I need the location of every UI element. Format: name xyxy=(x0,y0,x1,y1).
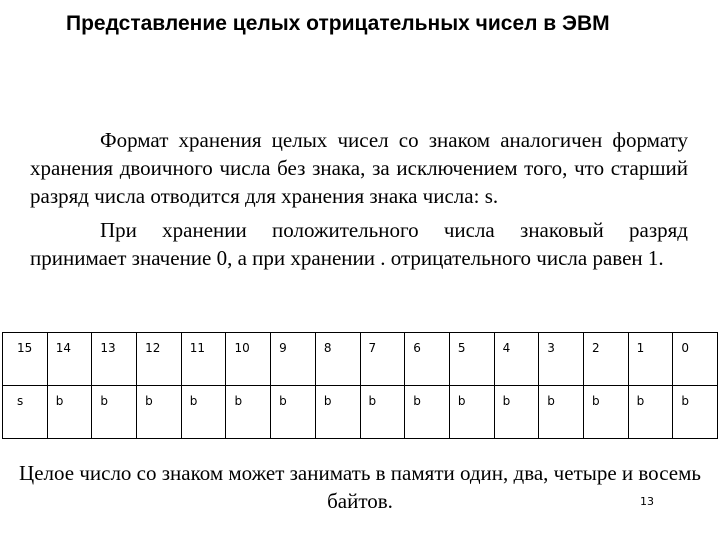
footer-text: Целое число со знаком может занимать в памяти один, два, четыре и восемь байтов. xyxy=(19,461,701,513)
paragraph-format: Формат хранения целых чисел со знаком аналогичен формату хранения двоичного числа без знака, за исключением того, что старший разряд числа отводится для хранения знака числа: s. xyxy=(30,128,688,208)
bit-layout-table xyxy=(2,332,718,439)
bit-value-cell: b xyxy=(137,386,182,439)
bit-position-cell: 15 xyxy=(3,333,48,386)
bit-value-cell: b xyxy=(494,386,539,439)
bit-value-cell: b xyxy=(226,386,271,439)
bit-position-row xyxy=(3,333,718,386)
bit-value-cell: b xyxy=(405,386,450,439)
bit-position-cell: 13 xyxy=(92,333,137,386)
bit-value-cell: b xyxy=(583,386,628,439)
bit-value-cell: b xyxy=(47,386,92,439)
page-number: 13 xyxy=(640,495,654,508)
bit-position-cell: 4 xyxy=(494,333,539,386)
bit-position-cell: 2 xyxy=(583,333,628,386)
bit-value-cell: b xyxy=(181,386,226,439)
bit-value-cell: b xyxy=(360,386,405,439)
bit-position-cell: 5 xyxy=(449,333,494,386)
bit-position-cell: 10 xyxy=(226,333,271,386)
bit-value-cell: b xyxy=(271,386,316,439)
bit-position-cell: 8 xyxy=(315,333,360,386)
bit-position-cell: 6 xyxy=(405,333,450,386)
bit-position-cell: 7 xyxy=(360,333,405,386)
bit-value-cell: b xyxy=(92,386,137,439)
bit-value-cell: b xyxy=(673,386,718,439)
bit-position-cell: 12 xyxy=(137,333,182,386)
bit-value-cell: b xyxy=(315,386,360,439)
bit-position-cell: 1 xyxy=(628,333,673,386)
sign-bit-cell: s xyxy=(3,386,48,439)
body-text xyxy=(30,126,688,272)
bit-value-row xyxy=(3,386,718,439)
bit-position-cell: 9 xyxy=(271,333,316,386)
bit-position-cell: 11 xyxy=(181,333,226,386)
bit-value-cell: b xyxy=(449,386,494,439)
bit-value-cell: b xyxy=(628,386,673,439)
bit-value-cell: b xyxy=(539,386,584,439)
paragraph-sign-bit: При хранении положительного числа знаковый разряд принимает значение 0, а при хранении . отрицательного числа равен 1. xyxy=(30,218,688,270)
slide-title: Представление целых отрицательных чисел в ЭВМ xyxy=(66,12,610,35)
bit-position-cell: 14 xyxy=(47,333,92,386)
bit-position-cell: 0 xyxy=(673,333,718,386)
bit-position-cell: 3 xyxy=(539,333,584,386)
